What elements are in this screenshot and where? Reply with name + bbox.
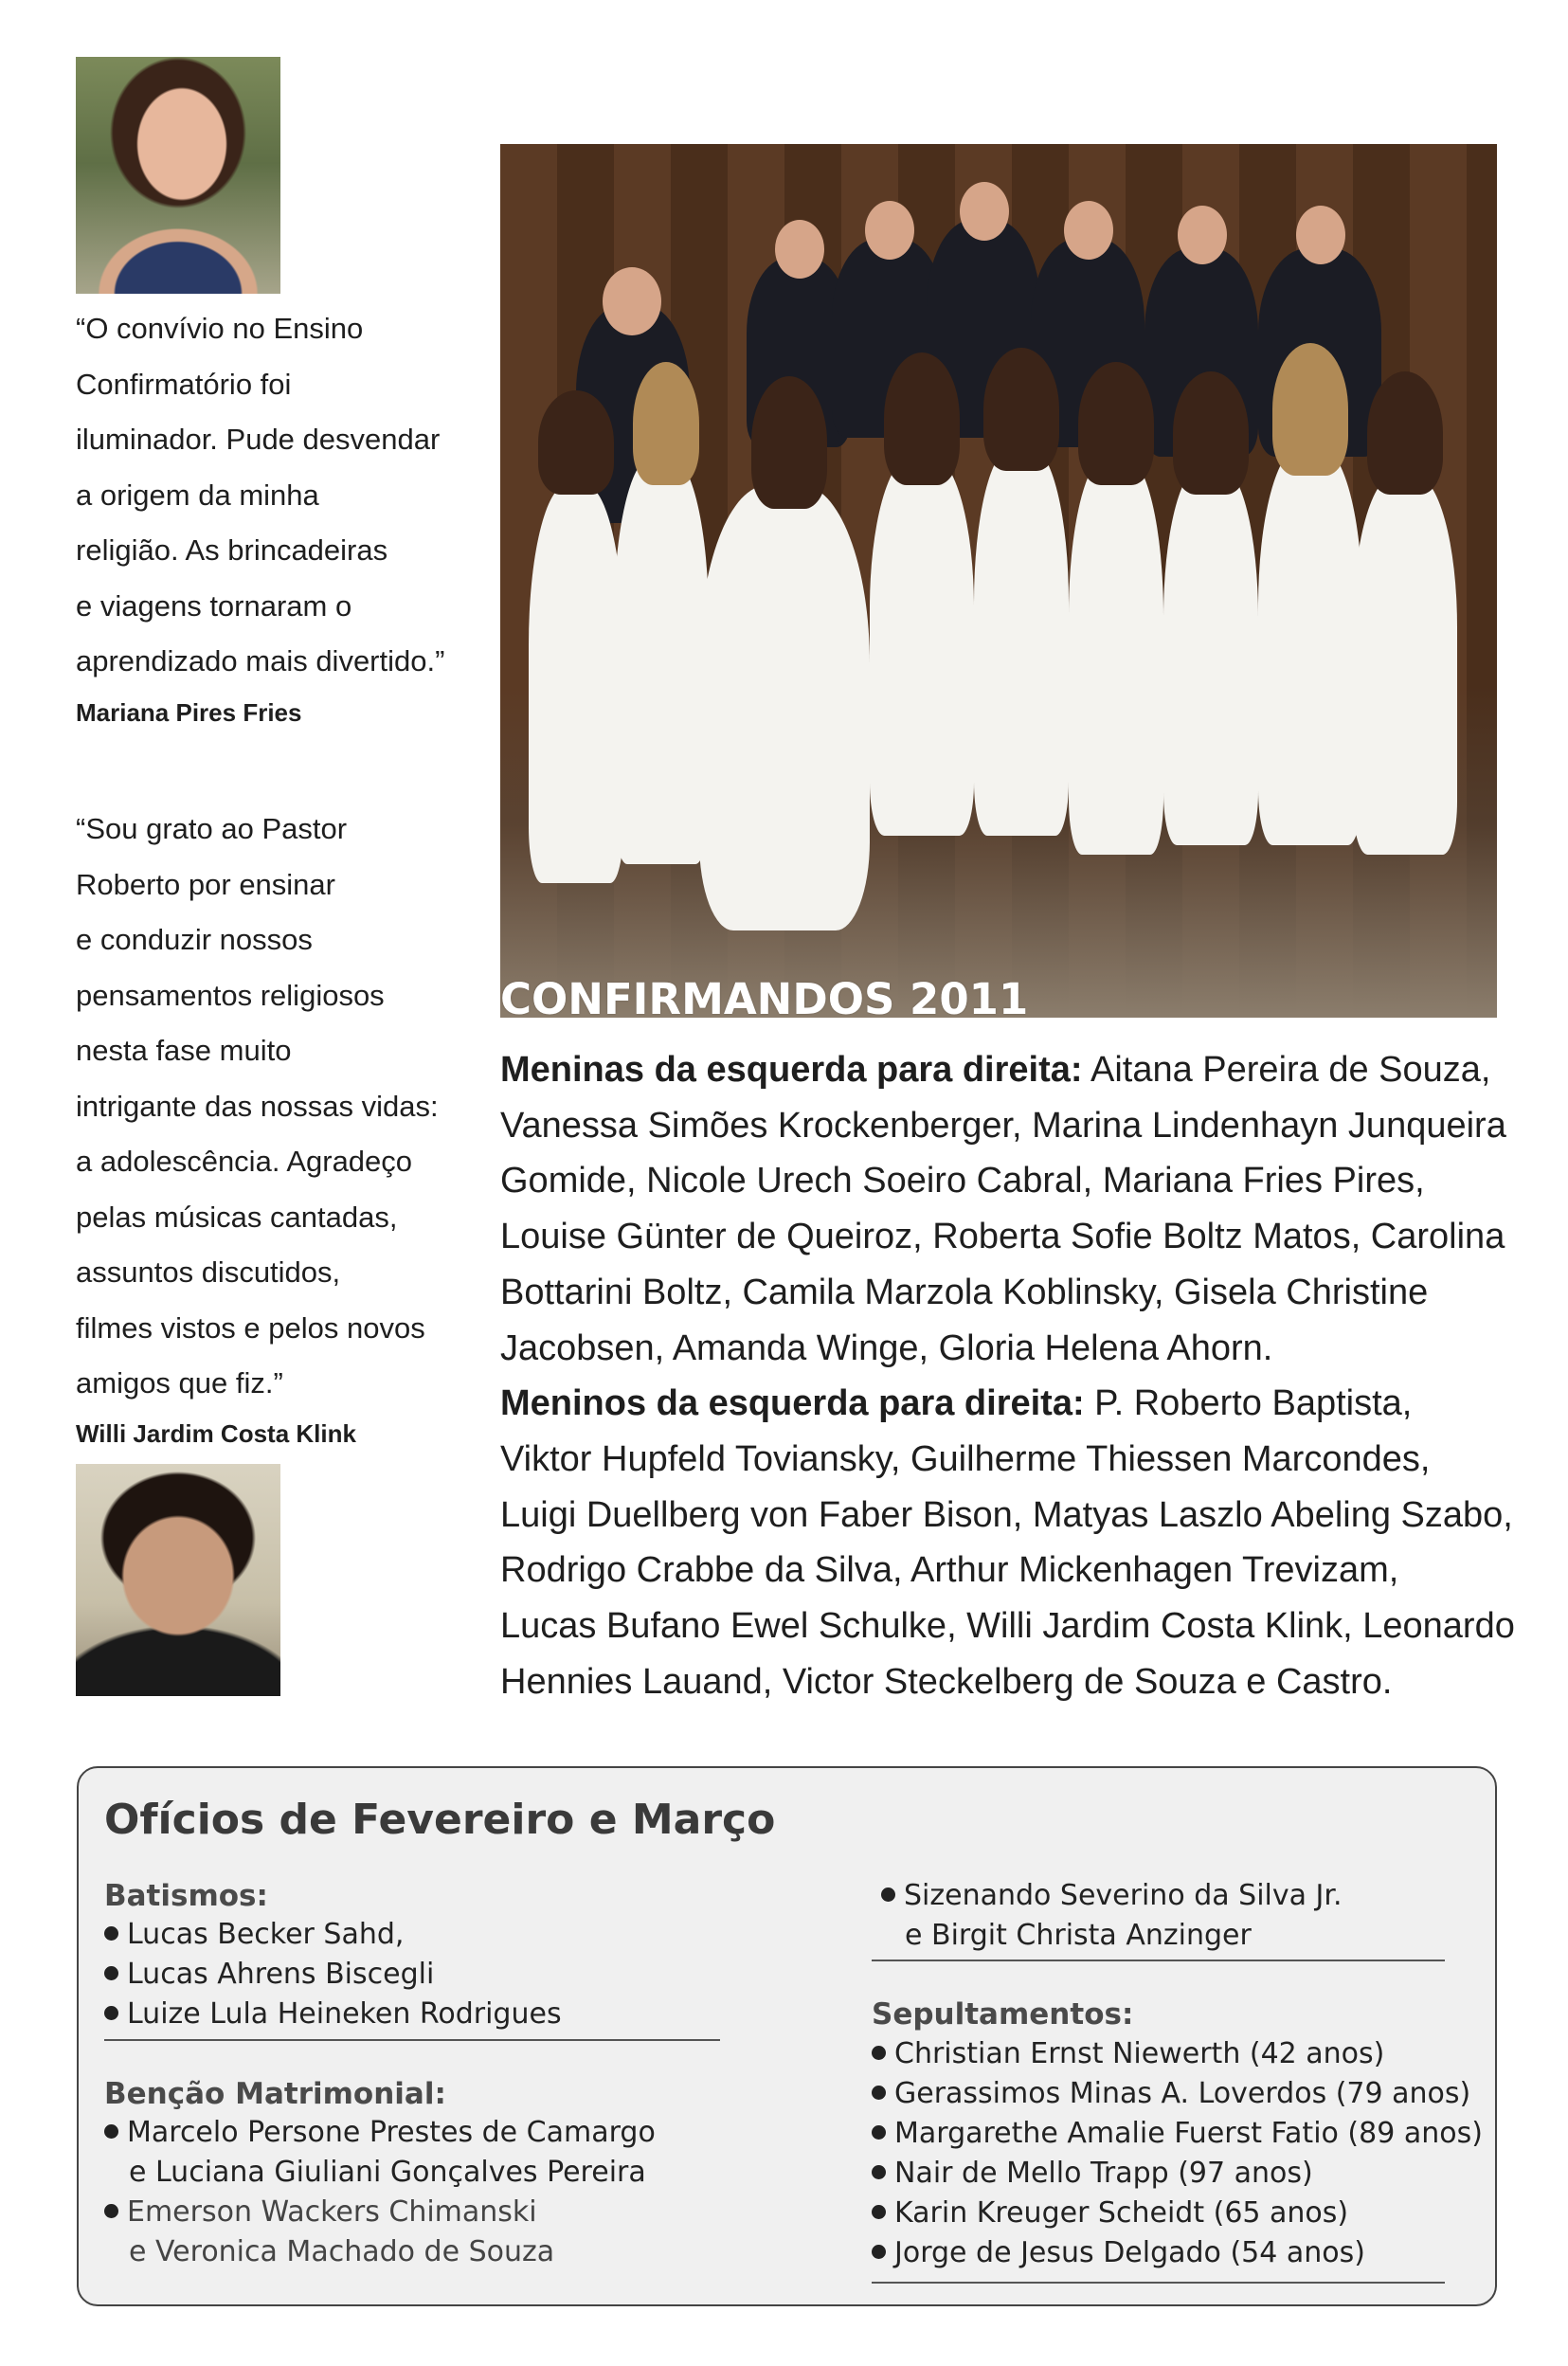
group-photo: [500, 144, 1497, 1018]
list-item: Marcelo Persone Prestes de Camargo: [104, 2116, 656, 2149]
figure-hair: [1173, 371, 1249, 495]
figure: [699, 485, 870, 930]
caption-line: Viktor Hupfeld Toviansky, Guilherme Thiessen Marcondes,: [500, 1438, 1431, 1479]
quote-line: Confirmatório foi: [76, 367, 292, 401]
figure: [529, 485, 623, 883]
figure-head: [1178, 206, 1227, 264]
quote-line: e conduzir nossos: [76, 923, 313, 956]
bullet-icon: [104, 1926, 118, 1941]
figure-hair: [983, 348, 1059, 471]
bullet-icon: [872, 2086, 886, 2100]
list-item: Emerson Wackers Chimanski: [104, 2195, 537, 2229]
offices-title: Ofícios de Fevereiro e Março: [104, 1796, 776, 1844]
list-item: Lucas Becker Sahd,: [104, 1918, 404, 1951]
boys-label: Meninos da esquerda para direita:: [500, 1383, 1085, 1424]
figure-hair: [1272, 343, 1348, 476]
caption-line: Gomide, Nicole Urech Soeiro Cabral, Mariana Fries Pires,: [500, 1161, 1425, 1201]
portrait-mariana: [76, 57, 280, 294]
quote-mariana: [76, 301, 474, 690]
list-item: Christian Ernst Niewerth (42 anos): [872, 2037, 1384, 2070]
figure-head: [603, 267, 661, 335]
burials-title: Sepultamentos:: [872, 1997, 1134, 2032]
bullet-icon: [104, 2124, 118, 2139]
figure: [1069, 457, 1163, 855]
quote-line: “O convívio no Ensino: [76, 312, 364, 345]
list-item-continued: e Veronica Machado de Souza: [129, 2235, 555, 2268]
bullet-icon: [872, 2125, 886, 2140]
figure-hair: [751, 376, 827, 509]
caption-line: [500, 1376, 1523, 1432]
quote-line: filmes vistos e pelos novos: [76, 1310, 425, 1345]
list-item: Sizenando Severino da Silva Jr.: [881, 1879, 1343, 1912]
quote-line: a adolescência. Agradeço: [76, 1145, 413, 1178]
caption-text: Aitana Pereira de Souza,: [1082, 1050, 1491, 1090]
list-item-continued: e Luciana Giuliani Gonçalves Pereira: [129, 2156, 646, 2189]
marriage-title: Benção Matrimonial:: [104, 2077, 446, 2111]
caption-line: Hennies Lauand, Victor Steckelberg de Souza e Castro.: [500, 1661, 1393, 1702]
list-item: Luize Lula Heineken Rodrigues: [104, 1997, 562, 2031]
caption-text: P. Roberto Baptista,: [1084, 1383, 1413, 1424]
caption-line: Luigi Duellberg von Faber Bison, Matyas Laszlo Abeling Szabo,: [500, 1494, 1513, 1535]
quote-line: aprendizado mais divertido.”: [76, 644, 445, 677]
quote-line: a origem da minha: [76, 478, 319, 512]
girls-label: Meninas da esquerda para direita:: [500, 1050, 1083, 1090]
figure-hair: [1078, 362, 1154, 485]
quote-line: religião. As brincadeiras: [76, 533, 388, 567]
figure-hair: [1367, 371, 1443, 495]
list-item: Nair de Mello Trapp (97 anos): [872, 2157, 1313, 2190]
figure: [1353, 476, 1457, 855]
quote-line: intrigante das nossas vidas:: [76, 1089, 439, 1123]
bullet-icon: [872, 2165, 886, 2179]
quote-line: pelas músicas cantadas,: [76, 1200, 398, 1234]
list-item: Margarethe Amalie Fuerst Fatio (89 anos): [872, 2117, 1483, 2150]
caption-line: Lucas Bufano Ewel Schulke, Willi Jardim Costa Klink, Leonardo: [500, 1606, 1515, 1647]
caption-line: Vanessa Simões Krockenberger, Marina Lindenhayn Junqueira: [500, 1105, 1506, 1146]
quote-line: Roberto por ensinar: [76, 867, 335, 901]
quote-line: amigos que fiz.”: [76, 1366, 283, 1400]
quote-author: Willi Jardim Costa Klink: [76, 1419, 356, 1448]
list-item: Karin Kreuger Scheidt (65 anos): [872, 2196, 1348, 2230]
quote-line: e viagens tornaram o: [76, 588, 352, 623]
figure-hair: [884, 352, 960, 485]
bullet-icon: [881, 1887, 895, 1902]
figure-head: [775, 220, 824, 279]
quote-author: Mariana Pires Fries: [76, 698, 302, 727]
bullet-icon: [872, 2245, 886, 2259]
list-item: Jorge de Jesus Delgado (54 anos): [872, 2236, 1365, 2269]
figure: [614, 457, 709, 864]
baptisms-title: Batismos:: [104, 1879, 268, 1913]
list-item: Lucas Ahrens Biscegli: [104, 1958, 434, 1991]
caption-line: Bottarini Boltz, Camila Marzola Koblinsky, Gisela Christine: [500, 1272, 1429, 1312]
quote-line: iluminador. Pude desvendar: [76, 423, 441, 456]
figure-head: [1064, 201, 1113, 260]
list-item: Gerassimos Minas A. Loverdos (79 anos): [872, 2077, 1470, 2110]
caption-line: [500, 1042, 1523, 1098]
bullet-icon: [104, 1966, 118, 1980]
figure-head: [1296, 206, 1345, 264]
quote-line: “Sou grato ao Pastor: [76, 812, 348, 845]
photo-title: CONFIRMANDOS 2011: [500, 974, 1029, 1024]
figure: [974, 447, 1069, 836]
quote-line: assuntos discutidos,: [76, 1255, 341, 1289]
bullet-icon: [104, 2006, 118, 2020]
divider: [104, 2039, 720, 2041]
photo-caption: [500, 1042, 1523, 1709]
quote-line: nesta fase muito: [76, 1034, 292, 1067]
quote-willi: [76, 802, 474, 1412]
bullet-icon: [104, 2204, 118, 2218]
figure-head: [960, 182, 1009, 241]
divider: [872, 1960, 1445, 1961]
bullet-icon: [872, 2205, 886, 2219]
caption-line: Rodrigo Crabbe da Silva, Arthur Mickenhagen Trevizam,: [500, 1550, 1399, 1591]
figure: [870, 457, 974, 836]
bullet-icon: [872, 2046, 886, 2060]
quote-line: pensamentos religiosos: [76, 978, 385, 1012]
list-item-continued: e Birgit Christa Anzinger: [905, 1919, 1252, 1952]
portrait-willi: [76, 1464, 280, 1696]
figure: [1163, 466, 1258, 845]
caption-line: Louise Günter de Queiroz, Roberta Sofie Boltz Matos, Carolina: [500, 1217, 1505, 1257]
divider: [872, 2282, 1445, 2284]
figure-head: [865, 201, 914, 260]
figure-hair: [633, 362, 699, 485]
figure-hair: [538, 390, 614, 495]
caption-line: Jacobsen, Amanda Winge, Gloria Helena Ahorn.: [500, 1327, 1273, 1368]
figure: [1258, 447, 1362, 845]
